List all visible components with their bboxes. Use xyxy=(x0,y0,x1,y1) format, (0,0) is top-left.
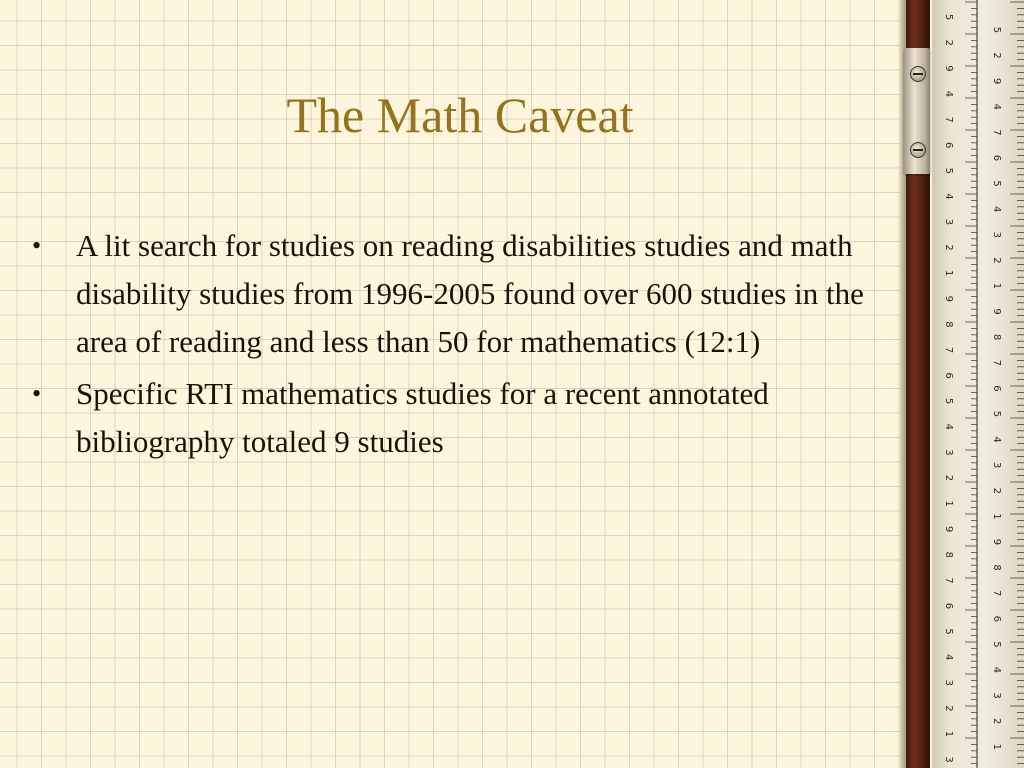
ruler-number: 2 xyxy=(943,474,954,482)
ruler-number: 5 xyxy=(943,14,954,21)
ruler-number: 9 xyxy=(991,78,1002,85)
ruler-scale xyxy=(932,0,1024,768)
ruler-number: 6 xyxy=(943,142,954,149)
bullet-dot: • xyxy=(32,379,42,408)
ruler-number: 3 xyxy=(991,692,1002,699)
ruler-number: 4 xyxy=(991,436,1002,443)
bullet-text: A lit search for studies on reading disabilities studies and math disability studies from 1996-2005 found over 600 studies in the area of reading and less than 50 for mathematics (12:1) xyxy=(76,228,864,359)
ruler-number: 2 xyxy=(943,39,954,46)
ruler-number: 9 xyxy=(943,295,954,302)
ruler-number: 5 xyxy=(943,398,954,405)
ruler-number: 7 xyxy=(991,129,1002,136)
ruler-number: 9 xyxy=(943,526,954,533)
ruler-decoration xyxy=(900,0,1024,768)
ruler-number: 2 xyxy=(943,244,954,251)
ruler-number: 6 xyxy=(943,602,954,610)
ruler-number: 5 xyxy=(943,628,954,635)
ruler-number: 1 xyxy=(943,730,954,738)
ruler-number: 1 xyxy=(943,500,954,507)
ruler-number: 4 xyxy=(943,654,954,661)
ruler-number: 5 xyxy=(943,167,954,174)
ruler-number: 6 xyxy=(991,154,1002,162)
ruler-number: 5 xyxy=(991,641,1002,648)
ruler-number: 6 xyxy=(943,372,954,379)
ruler-number: 7 xyxy=(943,346,954,354)
ruler-number: 4 xyxy=(991,103,1002,110)
ruler-number: 2 xyxy=(991,718,1002,725)
ruler-ticks xyxy=(932,0,1024,768)
ruler-number: 1 xyxy=(991,743,1002,750)
ruler-number: 7 xyxy=(943,577,954,584)
ruler-number: 4 xyxy=(991,666,1002,674)
bullet-dot: • xyxy=(32,231,42,260)
ruler-number: 1 xyxy=(991,282,1002,290)
bullet-text: Specific RTI mathematics studies for a recent annotated bibliography totaled 9 studies xyxy=(76,376,769,459)
metal-clamp xyxy=(904,48,930,174)
ruler-number: 8 xyxy=(991,334,1002,341)
bullet-item xyxy=(30,222,885,366)
ruler-number: 8 xyxy=(991,564,1002,571)
ruler-number: 5 xyxy=(991,26,1002,34)
ruler-number: 3 xyxy=(943,679,954,686)
screw-icon xyxy=(910,142,926,158)
ruler-number: 8 xyxy=(943,551,954,558)
ruler-number: 4 xyxy=(943,90,954,98)
ruler-number: 3 xyxy=(991,231,1002,238)
ruler-number: 6 xyxy=(991,385,1002,392)
ruler-number: 4 xyxy=(991,206,1002,213)
ruler-number: 5 xyxy=(991,410,1002,418)
ruler-number: 3 xyxy=(943,756,954,763)
ruler-number: 7 xyxy=(991,590,1002,597)
ruler-number: 7 xyxy=(943,116,954,123)
ruler-number: 9 xyxy=(943,65,954,72)
ruler-number: 2 xyxy=(991,257,1002,264)
ruler-number: 2 xyxy=(943,705,954,712)
ruler-number: 8 xyxy=(943,321,954,328)
bullet-list xyxy=(30,222,885,470)
ruler-number: 5 xyxy=(991,180,1002,187)
slide-title: The Math Caveat xyxy=(286,87,634,143)
ruler-number: 9 xyxy=(991,538,1002,546)
ruler-number: 1 xyxy=(943,270,954,277)
ruler-number: 2 xyxy=(991,52,1002,59)
ruler-number: 3 xyxy=(943,449,954,456)
ruler-number: 3 xyxy=(991,462,1002,469)
ruler-number: 7 xyxy=(991,359,1002,366)
ruler-number: 2 xyxy=(991,487,1002,494)
screw-icon xyxy=(910,66,926,82)
ruler-number: 9 xyxy=(991,308,1002,315)
ruler-number: 1 xyxy=(991,513,1002,520)
ruler-number: 3 xyxy=(943,218,954,226)
bullet-item xyxy=(30,370,885,466)
ruler-number: 6 xyxy=(991,615,1002,622)
ruler-number: 4 xyxy=(943,423,954,430)
ruler-number: 4 xyxy=(943,193,954,200)
